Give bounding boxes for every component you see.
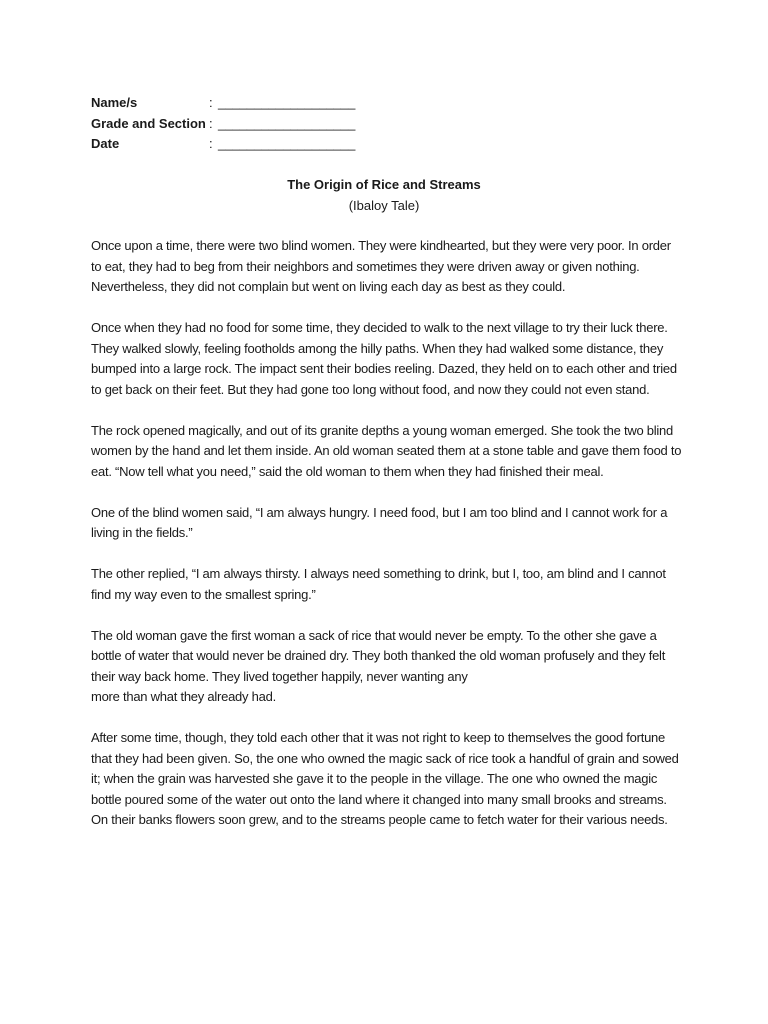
paragraph-line: to eat, they had to beg from their neighbors and sometimes they were driven away or given nothing. [91, 258, 640, 274]
name-field-row [91, 93, 355, 114]
paragraph-line: more than what they already had. [91, 689, 276, 704]
story-paragraph [91, 503, 681, 544]
paragraph-line: find my way even to the smallest spring.” [91, 586, 316, 602]
paragraph-line: their way back home. They lived together happily, never wanting any [91, 668, 468, 684]
paragraph-line: bumped into a large rock. The impact sent their bodies reeling. Dazed, they held on to each other and tried [91, 361, 677, 376]
date-blank-line: ___________________ [218, 136, 356, 151]
story-paragraph [91, 421, 681, 483]
paragraph-line: They walked slowly, feeling footholds among the hilly paths. When they had walked some distance, they [91, 340, 664, 356]
paragraph-line: One of the blind women said, “I am always hungry. I need food, but I am too blind and I cannot work for a [91, 504, 668, 520]
paragraph-line: The rock opened magically, and out of its granite depths a young woman emerged. She took the two blind [91, 422, 674, 438]
grade-section-field-row [91, 114, 355, 135]
paragraph-line: bottle poured some of the water out onto the land where it changed into many small brooks and streams. [91, 791, 667, 807]
grade-section-colon: : [209, 115, 213, 131]
paragraph-line: it; when the grain was harvested she gave it to the people in the village. The one who owned the magic [91, 771, 658, 786]
story-body [91, 236, 681, 851]
grade-section-blank-line: ___________________ [218, 115, 356, 131]
paragraph-line: bottle of water that would never be drained dry. They both thanked the old woman profusely and they felt [91, 648, 666, 663]
story-paragraph [91, 564, 681, 605]
name-blank-line: ___________________ [218, 95, 356, 110]
story-paragraph [91, 236, 681, 298]
name-label: Name/s [91, 95, 138, 110]
student-info-header [91, 93, 355, 155]
paragraph-line: After some time, though, they told each other that it was not right to keep to themselves the good fortune [91, 730, 666, 745]
paragraph-line: women by the hand and let them inside. An old woman seated them at a stone table and gave them food to [91, 443, 682, 458]
date-field-row [91, 134, 355, 155]
paragraph-line: to get back on their feet. But they had gone too long without food, and now they could not even stand. [91, 381, 650, 397]
story-paragraph [91, 318, 681, 400]
paragraph-line: The old woman gave the first woman a sack of rice that would never be empty. To the other she gave a [91, 627, 657, 643]
paragraph-line: On their banks flowers soon grew, and to the streams people came to fetch water for their various needs. [91, 812, 668, 827]
paragraph-line: eat. “Now tell what you need,” said the old woman to them when they had finished their meal. [91, 463, 604, 479]
grade-section-label: Grade and Section [91, 115, 206, 131]
paragraph-line: living in the fields.” [91, 525, 193, 540]
story-paragraph [91, 728, 681, 831]
paragraph-line: Nevertheless, they did not complain but went on living each day as best as they could. [91, 279, 566, 294]
story-heading [91, 175, 677, 216]
story-subtitle: (Ibaloy Tale) [348, 197, 420, 213]
date-colon: : [209, 136, 213, 151]
paragraph-line: Once upon a time, there were two blind women. They were kindhearted, but they were very poor. In order [91, 238, 671, 253]
date-label: Date [91, 136, 120, 151]
paragraph-line: that they had been given. So, the one who owned the magic sack of rice took a handful of grain and sowed [91, 750, 679, 766]
name-colon: : [209, 95, 213, 110]
story-title: The Origin of Rice and Streams [287, 177, 481, 192]
paragraph-line: The other replied, “I am always thirsty. I always need something to drink, but I, too, am blind and I cannot [91, 566, 666, 581]
paragraph-line: Once when they had no food for some time, they decided to walk to the next village to try their luck there. [91, 320, 668, 335]
story-paragraph [91, 626, 681, 708]
